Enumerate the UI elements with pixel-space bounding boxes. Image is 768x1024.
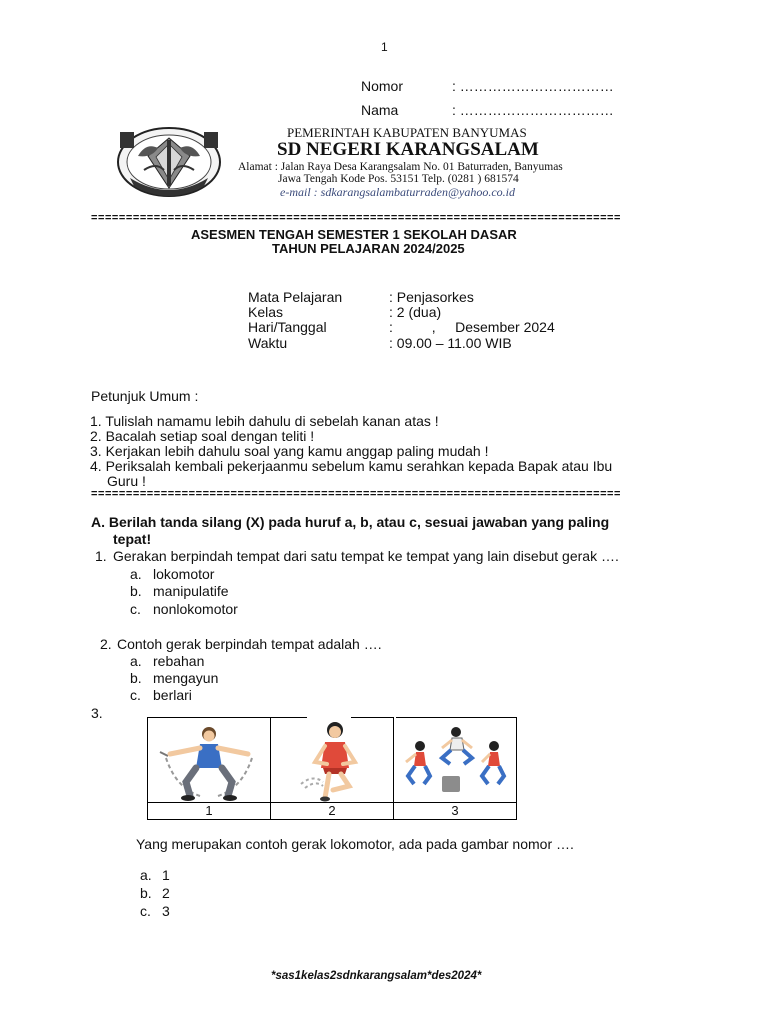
option-key[interactable]: c. bbox=[130, 601, 141, 617]
option-text[interactable]: mengayun bbox=[153, 670, 219, 686]
government-name: PEMERINTAH KABUPATEN BANYUMAS bbox=[287, 125, 527, 140]
question-picture-table bbox=[147, 717, 517, 820]
school-email: e-mail : sdkarangsalambaturraden@yahoo.co.id bbox=[280, 185, 516, 199]
instruction-item: 4. Periksalah kembali pekerjaanmu sebelum kamu serahkan kepada Bapak atau Ibu bbox=[90, 458, 613, 474]
option-key[interactable]: a. bbox=[140, 867, 152, 883]
page-footer: *sas1kelas2sdnkarangsalam*des2024* bbox=[271, 970, 482, 982]
question-number: 1. bbox=[95, 548, 107, 564]
option-text[interactable]: 2 bbox=[162, 885, 170, 901]
option-key[interactable]: a. bbox=[130, 653, 142, 669]
question-text: Contoh gerak berpindah tempat adalah …. bbox=[117, 636, 382, 652]
info-label-class: Kelas bbox=[248, 304, 284, 320]
info-value-subject: : Penjasorkes bbox=[389, 289, 474, 305]
exam-title: ASESMEN TENGAH SEMESTER 1 SEKOLAH DASAR bbox=[191, 227, 517, 242]
nomor-label: Nomor bbox=[361, 78, 404, 94]
instruction-item: 1. Tulislah namamu lebih dahulu di sebelah kanan atas ! bbox=[90, 413, 439, 429]
option-text[interactable]: nonlokomotor bbox=[153, 601, 238, 617]
nama-field[interactable]: : …………………………… bbox=[452, 102, 614, 118]
jumping-kids-illustration bbox=[394, 718, 516, 802]
school-emblem-logo bbox=[116, 126, 222, 198]
squatting-boy-illustration bbox=[148, 718, 270, 802]
option-key[interactable]: c. bbox=[140, 903, 151, 919]
info-value-date: : , Desember 2024 bbox=[389, 319, 555, 335]
nama-label: Nama bbox=[361, 102, 399, 118]
question-number: 2. bbox=[100, 636, 112, 652]
option-key[interactable]: b. bbox=[130, 583, 142, 599]
picture-cell-2[interactable] bbox=[271, 718, 394, 803]
info-value-class: : 2 (dua) bbox=[389, 304, 442, 320]
question-number: 3. bbox=[91, 705, 103, 721]
info-label-date: Hari/Tanggal bbox=[248, 319, 327, 335]
picture-cell-1[interactable] bbox=[148, 718, 271, 803]
page-number: 1 bbox=[381, 40, 388, 54]
option-text[interactable]: 1 bbox=[162, 867, 170, 883]
option-text[interactable]: manipulatife bbox=[153, 583, 229, 599]
instruction-item-continued: Guru ! bbox=[107, 473, 146, 489]
option-text[interactable]: berlari bbox=[153, 687, 192, 703]
option-text[interactable]: rebahan bbox=[153, 653, 205, 669]
instruction-item: 2. Bacalah setiap soal dengan teliti ! bbox=[90, 428, 315, 444]
info-label-time: Waktu bbox=[248, 335, 288, 351]
exam-year: TAHUN PELAJARAN 2024/2025 bbox=[272, 241, 465, 256]
question-text: Yang merupakan contoh gerak lokomotor, ada pada gambar nomor …. bbox=[136, 836, 574, 852]
option-key[interactable]: b. bbox=[130, 670, 142, 686]
instruction-item: 3. Kerjakan lebih dahulu soal yang kamu anggap paling mudah ! bbox=[90, 443, 489, 459]
school-address-1: Alamat : Jalan Raya Desa Karangsalam No. 01 Baturraden, Banyumas bbox=[238, 161, 563, 173]
swinging-girl-illustration bbox=[271, 718, 393, 802]
picture-label-3: 3 bbox=[394, 803, 517, 820]
option-key[interactable]: a. bbox=[130, 566, 142, 582]
section-a-instruction-continued: tepat! bbox=[113, 531, 152, 547]
school-address-2: Jawa Tengah Kode Pos. 53151 Telp. (0281 ) 681574 bbox=[278, 173, 519, 185]
nomor-field[interactable]: : …………………………… bbox=[452, 78, 614, 94]
option-text[interactable]: lokomotor bbox=[153, 566, 215, 582]
section-a-instruction: A. Berilah tanda silang (X) pada huruf a, b, atau c, sesuai jawaban yang paling bbox=[91, 514, 610, 530]
school-name: SD NEGERI KARANGSALAM bbox=[277, 139, 539, 160]
picture-cell-3[interactable] bbox=[394, 718, 517, 803]
picture-label-2: 2 bbox=[271, 803, 394, 820]
separator-top: ============================================================================ bbox=[91, 212, 622, 224]
instructions-heading: Petunjuk Umum : bbox=[91, 388, 199, 404]
option-text[interactable]: 3 bbox=[162, 903, 170, 919]
info-value-time: : 09.00 – 11.00 WIB bbox=[389, 335, 512, 351]
option-key[interactable]: c. bbox=[130, 687, 141, 703]
option-key[interactable]: b. bbox=[140, 885, 152, 901]
info-label-subject: Mata Pelajaran bbox=[248, 289, 343, 305]
picture-label-1: 1 bbox=[148, 803, 271, 820]
separator-bottom: ============================================================================ bbox=[91, 488, 622, 500]
question-text: Gerakan berpindah tempat dari satu tempat ke tempat yang lain disebut gerak …. bbox=[113, 548, 619, 564]
